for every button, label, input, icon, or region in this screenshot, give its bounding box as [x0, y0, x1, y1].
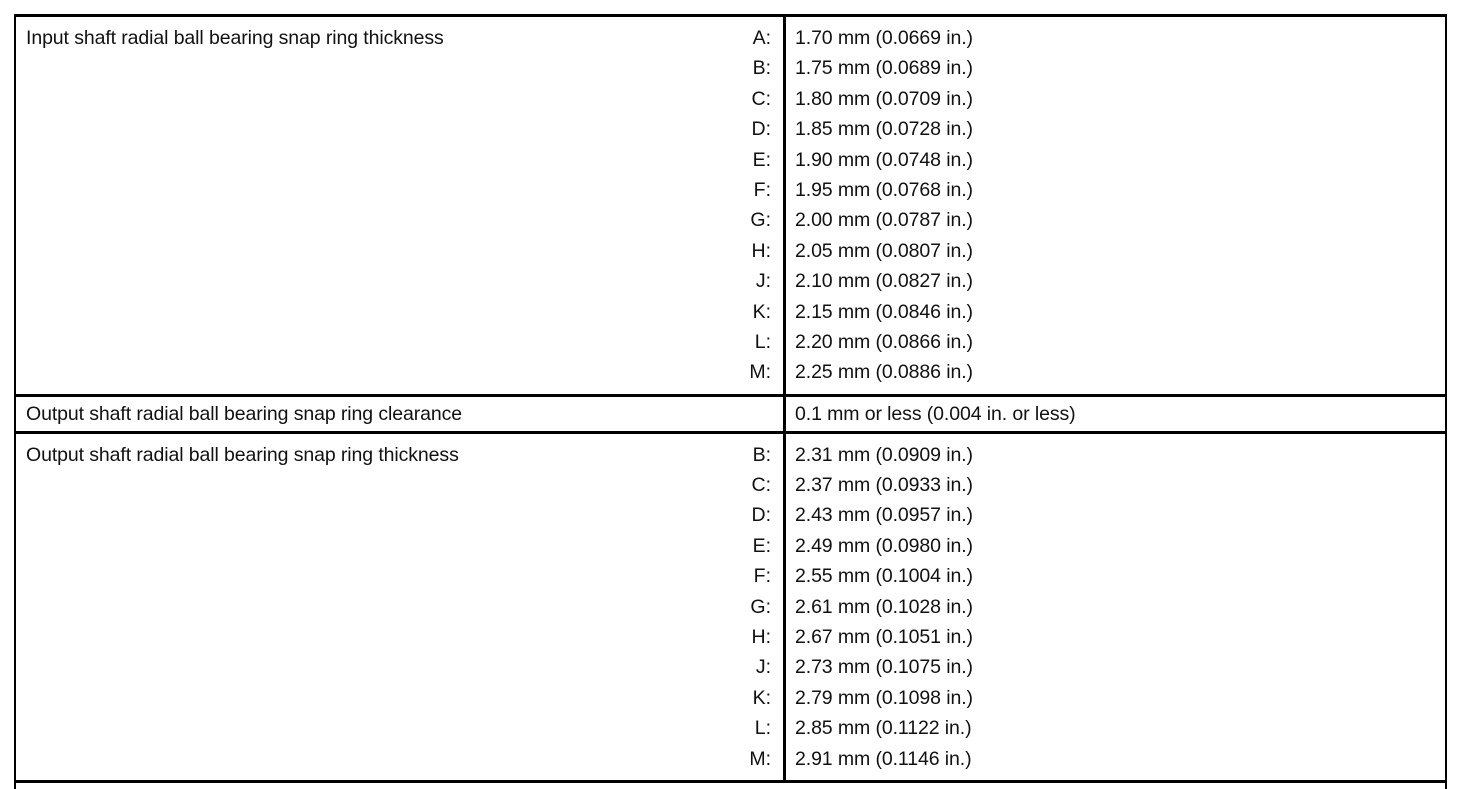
- size-code: C:: [751, 87, 771, 110]
- size-code: G:: [750, 595, 771, 618]
- size-code: J:: [755, 656, 771, 679]
- spec-value: 1.70 mm (0.0669 in.): [795, 27, 973, 49]
- spec-value-cell: [786, 434, 1445, 780]
- size-code: M:: [749, 361, 771, 384]
- spec-value: 2.61 mm (0.1028 in.): [795, 595, 973, 618]
- spec-item-name: Output shaft radial ball bearing snap ring clearance: [26, 402, 462, 425]
- size-code: K:: [752, 686, 771, 709]
- spec-section-output-shaft-thickness: [16, 434, 1445, 783]
- spec-item-name: Output shaft radial ball bearing snap ring thickness: [26, 443, 459, 466]
- code-list: [16, 434, 783, 780]
- spec-value: 1.80 mm (0.0709 in.): [795, 87, 973, 110]
- spec-label-cell: [16, 434, 786, 780]
- spec-item-name: Input shaft radial ball bearing snap ring thickness: [26, 27, 444, 49]
- size-code: E:: [752, 534, 771, 557]
- size-code: C:: [751, 474, 771, 497]
- spec-value-cell: [786, 397, 1445, 431]
- size-code: F:: [753, 565, 771, 588]
- size-code: H:: [751, 626, 771, 649]
- spec-value: 1.90 mm (0.0748 in.): [795, 148, 973, 171]
- spec-value: 2.85 mm (0.1122 in.): [795, 717, 972, 740]
- size-code: L:: [754, 330, 771, 353]
- size-code: B:: [752, 57, 771, 80]
- size-code: G:: [750, 209, 771, 232]
- spec-value: 2.67 mm (0.1051 in.): [795, 626, 973, 649]
- spec-value: 2.91 mm (0.1146 in.): [795, 747, 972, 770]
- spec-value: 2.37 mm (0.0933 in.): [795, 474, 973, 497]
- spec-value: 1.85 mm (0.0728 in.): [795, 118, 973, 141]
- spec-value: 2.79 mm (0.1098 in.): [795, 686, 973, 709]
- spec-label-cell: [16, 397, 786, 431]
- spec-value: 2.15 mm (0.0846 in.): [795, 300, 973, 323]
- spec-value: 2.73 mm (0.1075 in.): [795, 656, 973, 679]
- spec-value: 1.95 mm (0.0768 in.): [795, 178, 973, 201]
- spec-value: 2.10 mm (0.0827 in.): [795, 270, 973, 293]
- spec-value: 2.49 mm (0.0980 in.): [795, 534, 973, 557]
- size-code: M:: [749, 747, 771, 770]
- size-code: J:: [755, 270, 771, 293]
- size-code: A:: [752, 27, 771, 49]
- spec-value: 1.75 mm (0.0689 in.): [795, 57, 973, 80]
- spec-value: 2.25 mm (0.0886 in.): [795, 361, 973, 384]
- spec-value-cell: [786, 17, 1445, 394]
- value-list: [786, 17, 1445, 394]
- spec-table: [14, 14, 1447, 789]
- spec-value: 2.00 mm (0.0787 in.): [795, 209, 973, 232]
- next-section-edge: [16, 783, 1445, 789]
- size-code: L:: [754, 717, 771, 740]
- spec-value: 2.31 mm (0.0909 in.): [795, 443, 973, 466]
- code-list: [16, 17, 783, 394]
- size-code: H:: [751, 239, 771, 262]
- spec-value: 2.20 mm (0.0866 in.): [795, 330, 973, 353]
- spec-section-output-shaft-clearance: [16, 397, 1445, 434]
- spec-value: 2.55 mm (0.1004 in.): [795, 565, 973, 588]
- size-code: D:: [751, 504, 771, 527]
- size-code: E:: [752, 148, 771, 171]
- spec-value: 0.1 mm or less (0.004 in. or less): [795, 402, 1076, 425]
- size-code: F:: [753, 178, 771, 201]
- size-code: K:: [752, 300, 771, 323]
- value-list: [786, 434, 1445, 780]
- size-code: B:: [752, 443, 771, 466]
- spec-label-cell: [16, 17, 786, 394]
- spec-section-input-shaft-thickness: [16, 17, 1445, 397]
- spec-value: 2.43 mm (0.0957 in.): [795, 504, 973, 527]
- spec-value: 2.05 mm (0.0807 in.): [795, 239, 973, 262]
- size-code: D:: [751, 118, 771, 141]
